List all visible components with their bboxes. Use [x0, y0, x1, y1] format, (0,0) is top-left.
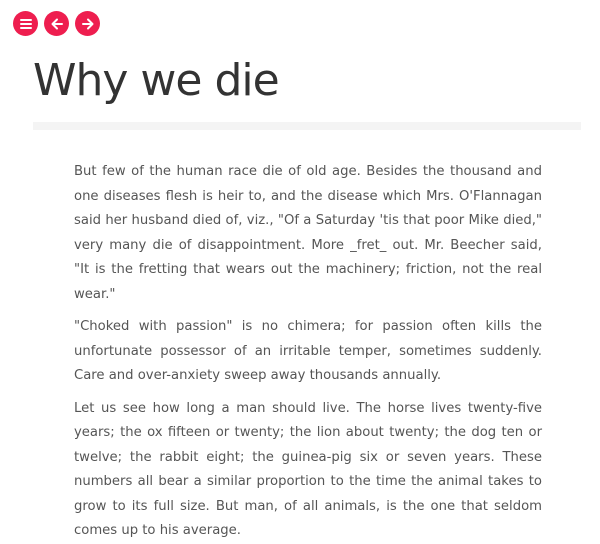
article-paragraph: "Choked with passion" is no chimera; for passion often kills the unfortunate possessor of an irritable temper, sometimes suddenly. Care and over-anxiety sweep away thousands annually. — [74, 319, 542, 383]
navigation-bar — [13, 11, 100, 36]
title-divider — [33, 122, 581, 130]
menu-button[interactable] — [13, 11, 38, 36]
article-paragraph: But few of the human race die of old age. Besides the thousand and one diseases flesh is heir to, and the disease which Mrs. O'Flannagan said her husband died of, viz., "Of a Saturday 'tis that poor Mike died," very many die of disappointment. More _fret_ out. Mr. Beecher said, "It is the fretting that wears out the machinery; friction, not the real wear." — [74, 164, 542, 302]
back-button[interactable] — [44, 11, 69, 36]
article-body — [74, 160, 542, 538]
page-title: Why we die — [33, 55, 279, 106]
arrow-left-icon — [51, 18, 63, 30]
article-paragraph: Let us see how long a man should live. The horse lives twenty-five years; the ox fifteen or twenty; the lion about twenty; the dog ten or twelve; the rabbit eight; the guinea-pig six or seven years. These numbers all bear a similar proportion to the time the animal takes to grow to its full size. But man, of all animals, is the one that seldom comes up to his average. — [74, 400, 542, 538]
arrow-right-icon — [82, 18, 94, 30]
forward-button[interactable] — [75, 11, 100, 36]
menu-icon — [20, 19, 32, 29]
